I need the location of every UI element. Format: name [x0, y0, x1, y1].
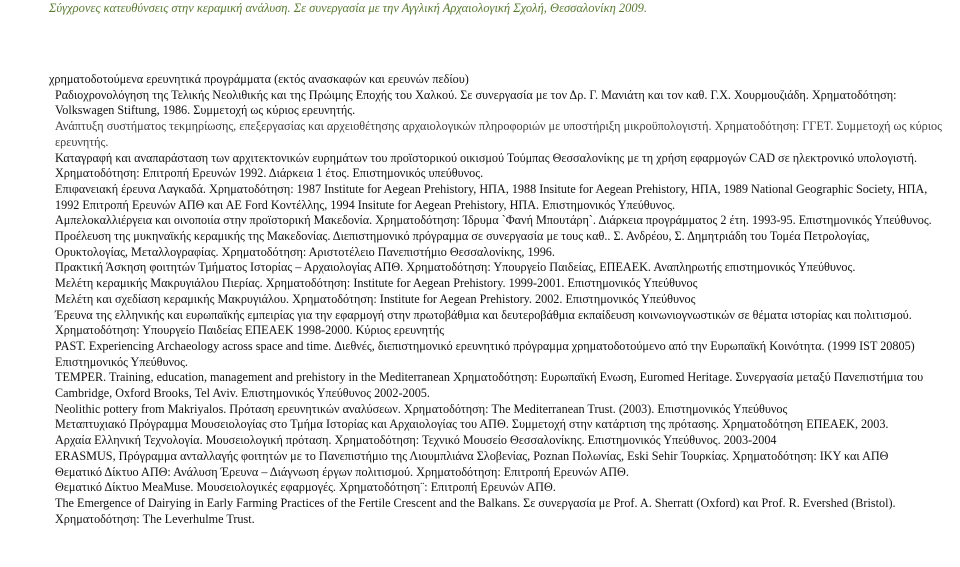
- list-item: Μελέτη κεραμικής Μακρυγιάλου Πιερίας. Χρηματοδότηση: Institute for Aegean Prehistory. 1999-2001. Επιστημονικός Υπεύθυνος: [55, 276, 698, 291]
- research-projects-list: [49, 72, 944, 527]
- list-item: Μεταπτυχιακό Πρόγραμμα Μουσειολογίας στο Τμήμα Ιστορίας και Αρχαιολογίας του ΑΠΘ. Συμμετοχή στην κατάρτιση της πρότασης. Χρηματοδότηση ΕΠΕΑΕΚ, 2003.: [55, 417, 889, 432]
- list-item: Θεματικό Δίκτυο ΑΠΘ: Ανάλυση Έρευνα – Διάγνωση έργων πολιτισμού. Χρηματοδότηση: Επιτροπή Ερευνών ΑΠΘ.: [55, 464, 629, 479]
- list-item: TEMPER. Training, education, management and prehistory in the Mediterranean Χρηματοδότηση: Ευρωπαϊκή Ενωση, Euromed Heritage. Συνεργασία μεταξύ Πανεπιστήμια του Cambridge, Oxford Brooks, Tel Aviv. Επιστημονικός Υπεύθυνος 2002-2005.: [55, 370, 924, 401]
- section-heading: χρηματοδοτούμενα ερευνητικά προγράμματα (εκτός ανασκαφών και ερευνών πεδίου): [49, 72, 469, 86]
- list-item: Έρευνα της ελληνικής και ευρωπαϊκής εμπειρίας για την εφαρμογή στην πρωτοβάθμια και δευτεροβάθμια εκπαίδευση κοινωνιογνωστικών σε θέματα ιστορίας και πολιτισμού. Χρηματοδότηση: Υπουργείο Παιδείας ΕΠΕΑΕΚ 1998-2000. Κύριος ερευνητής: [55, 307, 912, 338]
- list-item: Neolithic pottery from Makriyalos. Πρόταση ερευνητικών αναλύσεων. Χρηματοδότηση: The Mediterranean Trust. (2003). Επιστημονικός Υπεύθυνος: [55, 401, 788, 416]
- list-item: Καταγραφή και αναπαράσταση των αρχιτεκτονικών ευρημάτων του προϊστορικού οικισμού Τούμπας Θεσσαλονίκης με τη χρήση εφαρμογών CAD σε ηλεκτρονικό υπολογιστή. Χρηματοδότηση: Επιτροπή Ερευνών 1992. Διάρκεια 1 έτος. Επιστημονικός υπεύθυνος.: [55, 150, 918, 181]
- list-item: Αμπελοκαλλιέργεια και οινοποιία στην προϊστορική Μακεδονία. Χρηματοδότηση: Ίδρυμα `Φανή Μπουτάρη`. Διάρκεια προγράμματος 2 έτη. 1993-95. Επιστημονικός Υπεύθυνος.: [55, 213, 932, 228]
- list-item: ERASMUS, Πρόγραμμα ανταλλαγής φοιτητών με το Πανεπιστήμιο της Λιουμπλιάνα Σλοβενίας, Poznan Πολωνίας, Eski Sehir Τουρκίας. Χρηματοδότηση: ΙΚΥ και ΑΠΘ: [55, 448, 889, 463]
- list-item: Επιφανειακή έρευνα Λαγκαδά. Χρηματοδότηση: 1987 Institute for Aegean Prehistory, ΗΠΑ, 1988 Insitute for Aegean Prehistory, ΗΠΑ, 1989 National Geographic Society, ΗΠΑ, 1992 Επιτροπή Ερευνών ΑΠΘ και ΑΕ Ford Κοντέλλης, 1994 Insitute for Aegean Prehistory, ΗΠΑ. Επιστημονικός Υπεύθυνος.: [55, 181, 928, 212]
- list-item: PAST. Experiencing Archaeology across space and time. Διεθνές, διεπιστημονικό ερευνητικό πρόγραμμα χρηματοδοτούμενο από την Ευρωπαϊκή Κοινότητα. (1999 IST 20805) Επιστημονικός Υπεύθυνος.: [55, 338, 915, 369]
- list-item: Αρχαία Ελληνική Τεχνολογία. Μουσειολογική πρόταση. Χρηματοδότηση: Τεχνικό Μουσείο Θεσσαλονίκης. Επιστημονικός Υπεύθυνος. 2003-2004: [55, 433, 777, 448]
- list-item: Προέλευση της μυκηναϊκής κεραμικής της Μακεδονίας. Διεπιστημονικό πρόγραμμα σε συνεργασία με τους καθ.. Σ. Ανδρέου, Σ. Δημητριάδη του Τομέα Πετρολογίας, Ορυκτολογίας, Μεταλλογραφίας. Χρηματοδότηση: Αριστοτέλειο Πανεπιστήμιο Θεσσαλονίκης, 1996.: [55, 229, 870, 259]
- list-item: Θεματικό Δίκτυο MeaMuse. Μουσειολογικές εφαρμογές. Χρηματοδότηση¨: Επιτροπή Ερευνών ΑΠΘ.: [55, 480, 556, 495]
- list-item: Πρακτική Άσκηση φοιτητών Τμήματος Ιστορίας – Αρχαιολογίας ΑΠΘ. Χρηματοδότηση: Υπουργείο Παιδείας, ΕΠΕΑΕΚ. Αναπληρωτής επιστημονικός Υπεύθυνος.: [55, 260, 856, 275]
- list-item: Ραδιοχρονολόγηση της Τελικής Νεολιθικής και της Πρώιμης Εποχής του Χαλκού. Σε συνεργασία με τον Δρ. Γ. Μανιάτη και τον καθ. Γ.Χ. Χουρμουζιάδη. Χρηματοδότηση: Volkswagen Stiftung, 1986. Συμμετοχή ως κύριος ερευνητής.: [55, 87, 897, 118]
- list-item: Μελέτη και σχεδίαση κεραμικής Μακρυγιάλου. Χρηματοδότηση: Institute for Aegean Prehistory. 2002. Επιστημονικός Υπεύθυνος: [55, 291, 696, 306]
- list-item: The Emergence of Dairying in Early Farming Practices of the Fertile Crescent and the Balkans. Σε συνεργασία με Prof. A. Sherratt (Oxford) και Prof. R. Evershed (Bristol). Χρηματοδότηση: The Leverhulme Trust.: [55, 495, 896, 526]
- page-header: Σύγχρονες κατευθύνσεις στην κεραμική ανάλυση. Σε συνεργασία με την Αγγλική Αρχαιολογική Σχολή, Θεσσαλονίκη 2009.: [49, 1, 648, 15]
- list-item: Ανάπτυξη συστήματος τεκμηρίωσης, επεξεργασίας και αρχειοθέτησης αρχαιολογικών πληροφοριών με υποστήριξη μικροϋπολογιστή. Χρηματοδότηση: ΓΓΕΤ. Συμμετοχή ως κύριος ερευνητής.: [55, 119, 942, 149]
